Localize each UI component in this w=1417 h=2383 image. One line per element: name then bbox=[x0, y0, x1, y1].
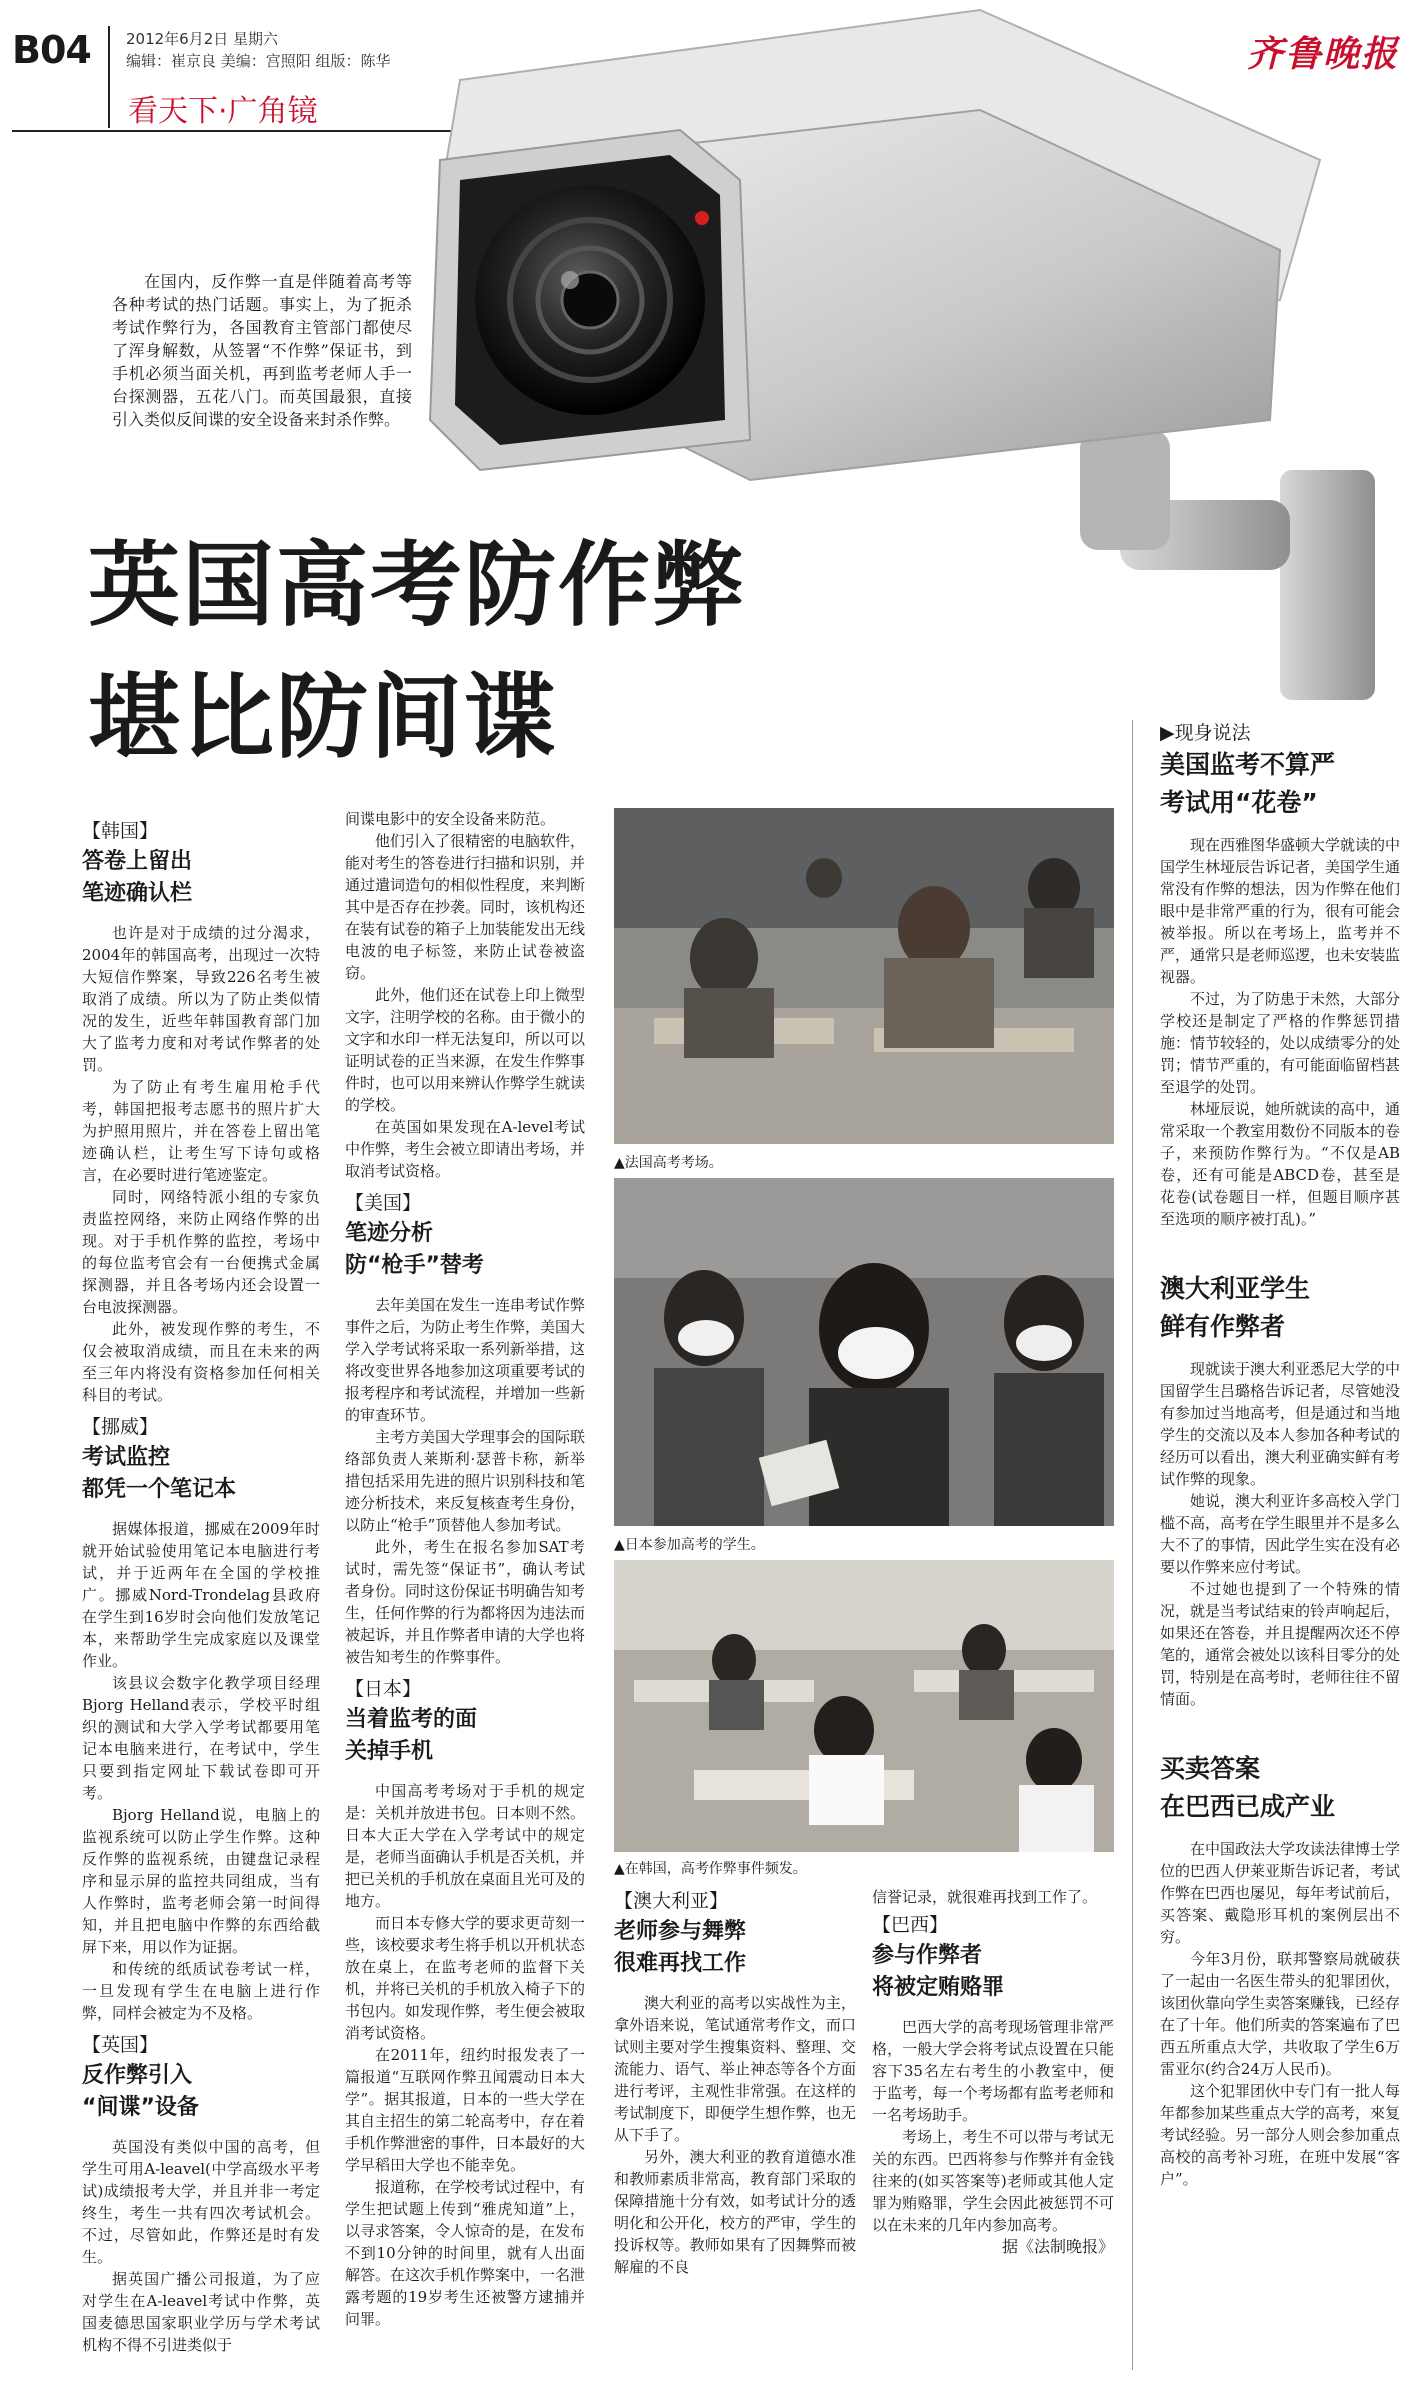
photo-caption-3: ▲在韩国，高考作弊事件频发。 bbox=[614, 1861, 807, 1877]
aus-few-subhead-2: 鲜有作弊者 bbox=[1160, 1312, 1286, 1341]
source-credit: 据《法制晚报》 bbox=[1001, 2237, 1114, 2256]
brazil-p2: 考场上，考生不可以带与考试无关的东西。巴西将参与作弊并有金钱往来的(如买答案等)老师或其他人定罪为贿赂罪，学生会因此被惩罚不可以在未来的几年内参加高考。 bbox=[872, 2128, 1114, 2234]
photo-japan-students bbox=[614, 1178, 1114, 1526]
usa-subhead-1: 笔迹分析 bbox=[345, 1221, 434, 1246]
korea-p4: 此外，被发现作弊的考生，不仅会被取消成绩，而且在未来的两至三年内将没有资格参加任何相关科目的考试。 bbox=[82, 1320, 320, 1404]
uk-p1: 英国没有类似中国的高考，但学生可用A-leavel(中学高级水平考试)成绩报考大学，并且并非一考定终生，考生一共有四次考试机会。不过，尽管如此，作弊还是时有发生。 bbox=[82, 2138, 320, 2266]
date-line: 2012年6月2日 星期六 bbox=[126, 30, 279, 48]
newspaper-logo: 齐鲁晚报 bbox=[1246, 33, 1399, 75]
brazil-ind-p3: 这个犯罪团伙中专门有一批人每年都参加某些重点大学的高考，來复考试经验。另一部分人则会参加重点高校的高考补习班，在班中发展“客户”。 bbox=[1160, 2082, 1401, 2188]
korea-p1: 也许是对于成绩的过分渴求，2004年的韩国高考，出现过一次特大短信作弊案，导致226名考生被取消了成绩。所以为了防止类似情况的发生，近些年韩国教育部门加大了监考力度和对考试作弊者的处罚。 bbox=[82, 924, 320, 1074]
headline-line-2: 堪比防间谍 bbox=[88, 664, 559, 771]
usa-exp-subhead-1: 美国监考不算严 bbox=[1160, 750, 1336, 779]
aus-few-p3: 不过她也提到了一个特殊的情况，就是当考试结束的铃声响起后，如果还在答卷，并且提醒两次还不停笔的，通常会被处以该科目零分的处罚，特别是在高考时，老师往往不留情面。 bbox=[1160, 1580, 1401, 1708]
korea-p3: 同时，网络特派小组的专家负责监控网络，来防止网络作弊的出现。对于手机作弊的监控，考场中的每位监考官会有一台便携式金属探测器，并且各考场内还会设置一台电波探测器。 bbox=[82, 1188, 320, 1316]
photo-caption-1: ▲法国高考考场。 bbox=[614, 1155, 723, 1171]
column-2 bbox=[345, 808, 585, 2378]
photo-france-exam-hall bbox=[614, 808, 1114, 1144]
brazil-ind-p1: 在中国政法大学攻读法律博士学位的巴西人伊莱亚斯告诉记者，考试作弊在巴西也屡见，每年考试前后，买答案、戴隐形耳机的案例层出不穷。 bbox=[1160, 1840, 1401, 1946]
uk-subhead-1: 反作弊引入 bbox=[82, 2063, 193, 2088]
right-column bbox=[1160, 722, 1400, 2372]
australia-tag: 【澳大利亚】 bbox=[614, 1890, 729, 1912]
brazil-tag: 【巴西】 bbox=[872, 1914, 949, 1936]
japan-subhead-1: 当着监考的面 bbox=[345, 1707, 478, 1732]
australia-p2: 另外，澳大利亚的教育道德水准和教师素质非常高，教育部门采取的保障措施十分有效，如考试计分的透明化和公开化，校方的严审，学生的投诉权等。教师如果有了因舞弊而被解雇的不良 bbox=[614, 2148, 856, 2276]
korea-tag: 【韩国】 bbox=[82, 820, 159, 842]
page-number: B04 bbox=[12, 28, 91, 72]
uk-cont-p2: 此外，他们还在试卷上印上微型文字，注明学校的名称。由于微小的文字和水印一样无法复印，所以可以证明试卷的正当来源，在发生作弊事件时，也可以用来辨认作弊学生就读的学校。 bbox=[345, 986, 586, 1114]
aus-few-p1: 现就读于澳大利亚悉尼大学的中国留学生吕璐格告诉记者，尽管她没有参加过当地高考，但是通过和当地学生的交流以及本人参加各种考试的经历可以看出，澳大利亚确实鲜有考试作弊的现象。 bbox=[1160, 1360, 1401, 1488]
brazil-subhead-2: 将被定贿赂罪 bbox=[872, 1975, 1005, 2000]
japan-p2: 而日本专修大学的要求更苛刻一些，该校要求考生将手机以开机状态放在桌上，在监考老师的监督下关机，并将已关机的手机放入椅子下的书包内。如发现作弊，考生便会被取消考试资格。 bbox=[345, 1914, 586, 2042]
japan-subhead-2: 关掉手机 bbox=[345, 1739, 434, 1764]
norway-p4: 和传统的纸质试卷考试一样，一旦发现有学生在电脑上进行作弊，同样会被定为不及格。 bbox=[82, 1960, 320, 2022]
lead-paragraph: 在国内，反作弊一直是伴随着高考等各种考试的热门话题。事实上，为了扼杀考试作弊行为，各国教育主管部门都使尽了浑身解数，从签署“不作弊”保证书，到手机必须当面关机，再到监考老师人手一台探测器，五花八门。而英国最狠，直接引入类似反间谍的安全设备来封杀作弊。 bbox=[112, 272, 412, 429]
norway-p3: Bjorg Helland说，电脑上的监视系统可以防止学生作弊。这种反作弊的监视系统，由键盘记录程序和显示屏的监控共同组成，当有人作弊时，监考老师会第一时间得知，并且把电脑中作弊的东西给截屏下来，用以作为证据。 bbox=[82, 1806, 320, 1956]
japan-p4: 报道称，在学校考试过程中，有学生把试题上传到“雅虎知道”上，以寻求答案，令人惊奇的是，在发布不到10分钟的时间里，就有人出面解答。在这次手机作弊案中，一名泄露考题的19岁考生还被警方逮捕并问罪。 bbox=[345, 2178, 586, 2328]
brazil-ind-subhead-2: 在巴西已成产业 bbox=[1160, 1792, 1336, 1821]
usa-p2: 主考方美国大学理事会的国际联络部负责人莱斯利·瑟普卡称，新举措包括采用先进的照片识别科技和笔迹分析技术，来反复核查考生身份，以防止“枪手”顶替他人参加考试。 bbox=[345, 1428, 586, 1534]
uk-p0-cont: 间谍电影中的安全设备来防范。 bbox=[345, 810, 556, 828]
brazil-p1: 巴西大学的高考现场管理非常严格，一般大学会将考试点设置在只能容下35名左右考生的小教室中，便于监考，每一个考场都有监考老师和一名考场助手。 bbox=[872, 2018, 1114, 2124]
right-column-divider bbox=[1132, 720, 1133, 2370]
norway-tag: 【挪威】 bbox=[82, 1416, 159, 1438]
usa-p1: 去年美国在发生一连串考试作弊事件之后，为防止考生作弊，美国大学入学考试将采取一系列新举措，这将改变世界各地参加这项重要考试的报考程序和考试流程，并增加一些新的审查环节。 bbox=[345, 1296, 586, 1424]
korea-p2: 为了防止有考生雇用枪手代考，韩国把报考志愿书的照片扩大为护照用照片，并在答卷上留出笔迹确认栏，让考生写下诗句或格言，在必要时进行笔迹鉴定。 bbox=[82, 1078, 320, 1184]
uk-p2: 据英国广播公司报道，为了应对学生在A-leavel考试中作弊，英国麦德思国家职业学历与学术考试机构不得不引进类似于 bbox=[82, 2270, 320, 2354]
usa-exp-p3: 林垭辰说，她所就读的高中，通常采取一个教室用数份不同版本的卷子，来预防作弊行为。“不仅是AB卷，还有可能是ABCD卷，甚至是花卷(试卷题目一样，但题目顺序甚至选项的顺序被打乱)。” bbox=[1160, 1100, 1401, 1228]
usa-exp-p1: 现在西雅图华盛顿大学就读的中国学生林垭辰告诉记者，美国学生通常没有作弊的想法，因为作弊在他们眼中是非常严重的行为，很有可能会被举报。所以在考场上，监考并不严，通常只是老师巡逻，也未安装监视器。 bbox=[1160, 836, 1401, 986]
usa-p3: 此外，考生在报名参加SAT考试时，需先签“保证书”，确认考试者身份。同时这份保证书明确告知考生，任何作弊的行为都将因为违法而被起诉，并且作弊者申请的大学也将被告知考生的作弊事件。 bbox=[345, 1538, 586, 1666]
usa-exp-subhead-2: 考试用“花卷” bbox=[1160, 788, 1318, 817]
section-title: 看天下·广角镜 bbox=[128, 94, 318, 129]
header-divider bbox=[108, 26, 110, 128]
brazil-ind-p2: 今年3月份，联邦警察局就破获了一起由一名医生带头的犯罪团伙，该团伙靠向学生卖答案赚钱，已经存在了十年。他们所卖的答案遍布了巴西五所重点大学，共收取了学生6万雷亚尔(约合24万人民币)。 bbox=[1160, 1950, 1401, 2078]
norway-p1: 据媒体报道，挪威在2009年时就开始试验使用笔记本电脑进行考试，并于近两年在全国的学校推广。挪威Nord-Trondelag县政府在学生到16岁时会向他们发放笔记本，来帮助学生完成家庭以及课堂作业。 bbox=[82, 1520, 320, 1670]
norway-p2: 该县议会数字化教学项目经理Bjorg Helland表示，学校平时组织的测试和大学入学考试都要用笔记本电脑来进行，在考试中，学生只要到指定网址下载试卷即可开考。 bbox=[82, 1674, 320, 1802]
uk-tag: 【英国】 bbox=[82, 2034, 159, 2056]
uk-cont-p1: 他们引入了很精密的电脑软件，能对考生的答卷进行扫描和识别，并通过遣词造句的相似性程度，来判断其中是否存在抄袭。同时，该机构还在装有试卷的箱子上加装能发出无线电波的电子标签，来防止试卷被盗窃。 bbox=[345, 832, 586, 982]
norway-subhead-1: 考试监控 bbox=[82, 1445, 171, 1470]
editors-line: 编辑：崔京良 美编：宫照阳 组版：陈华 bbox=[126, 52, 391, 70]
brazil-ind-subhead-1: 买卖答案 bbox=[1160, 1754, 1261, 1783]
norway-subhead-2: 都凭一个笔记本 bbox=[82, 1477, 237, 1502]
eyewitness-tag: ▶现身说法 bbox=[1160, 722, 1251, 744]
aus-few-subhead-1: 澳大利亚学生 bbox=[1160, 1274, 1311, 1303]
australia-p1: 澳大利亚的高考以实战性为主，拿外语来说，笔试通常考作文，而口试则主要对学生搜集资料、整理、交流能力、语气、举止神态等各个方面进行考评，主观性非常强。在这样的考试制度下，即便学生想作弊，也无从下手了。 bbox=[614, 1994, 856, 2144]
japan-p1: 中国高考考场对于手机的规定是：关机并放进书包。日本则不然。日本大正大学在入学考试中的规定是，老师当面确认手机是否关机，并把已关机的手机放在桌面且光可及的地方。 bbox=[345, 1782, 586, 1910]
uk-subhead-2: “间谍”设备 bbox=[82, 2095, 199, 2120]
brazil-subhead-1: 参与作弊者 bbox=[872, 1943, 983, 1968]
aus-few-p2: 她说，澳大利亚许多高校入学门槛不高，高考在学生眼里并不是多么大不了的事情，因此学生实在没有必要以作弊来应付考试。 bbox=[1160, 1492, 1401, 1576]
australia-subhead-1: 老师参与舞弊 bbox=[614, 1919, 747, 1944]
usa-tag: 【美国】 bbox=[345, 1192, 422, 1214]
japan-p3: 在2011年，纽约时报发表了一篇报道“互联网作弊丑闻震动日本大学”。据其报道，日本的一些大学在其自主招生的第二轮高考中，存在着手机作弊泄密的事件，日本最好的大学早稻田大学也不能幸免。 bbox=[345, 2046, 586, 2174]
column-1 bbox=[82, 816, 320, 2376]
japan-tag: 【日本】 bbox=[345, 1678, 422, 1700]
uk-cont-p3: 在英国如果发现在A-level考试中作弊，考生会被立即请出考场，并取消考试资格。 bbox=[345, 1118, 586, 1180]
usa-exp-p2: 不过，为了防患于未然，大部分学校还是制定了严格的作弊惩罚措施：情节较轻的，处以成绩零分的处罚；情节严重的，有可能面临留档甚至退学的处罚。 bbox=[1160, 990, 1401, 1096]
australia-p2-cont: 信誉记录，就很难再找到工作了。 bbox=[872, 1888, 1098, 1906]
usa-subhead-2: 防“枪手”替考 bbox=[345, 1253, 484, 1278]
australia-column bbox=[614, 1886, 856, 2376]
headline-line-1: 英国高考防作弊 bbox=[88, 532, 747, 639]
korea-subhead-1: 答卷上留出 bbox=[82, 849, 193, 874]
brazil-column bbox=[872, 1886, 1114, 2376]
korea-subhead-2: 笔迹确认栏 bbox=[82, 881, 193, 906]
photo-caption-2: ▲日本参加高考的学生。 bbox=[614, 1537, 765, 1553]
australia-subhead-2: 很难再找工作 bbox=[614, 1951, 747, 1976]
photo-korea-exam bbox=[614, 1560, 1114, 1852]
